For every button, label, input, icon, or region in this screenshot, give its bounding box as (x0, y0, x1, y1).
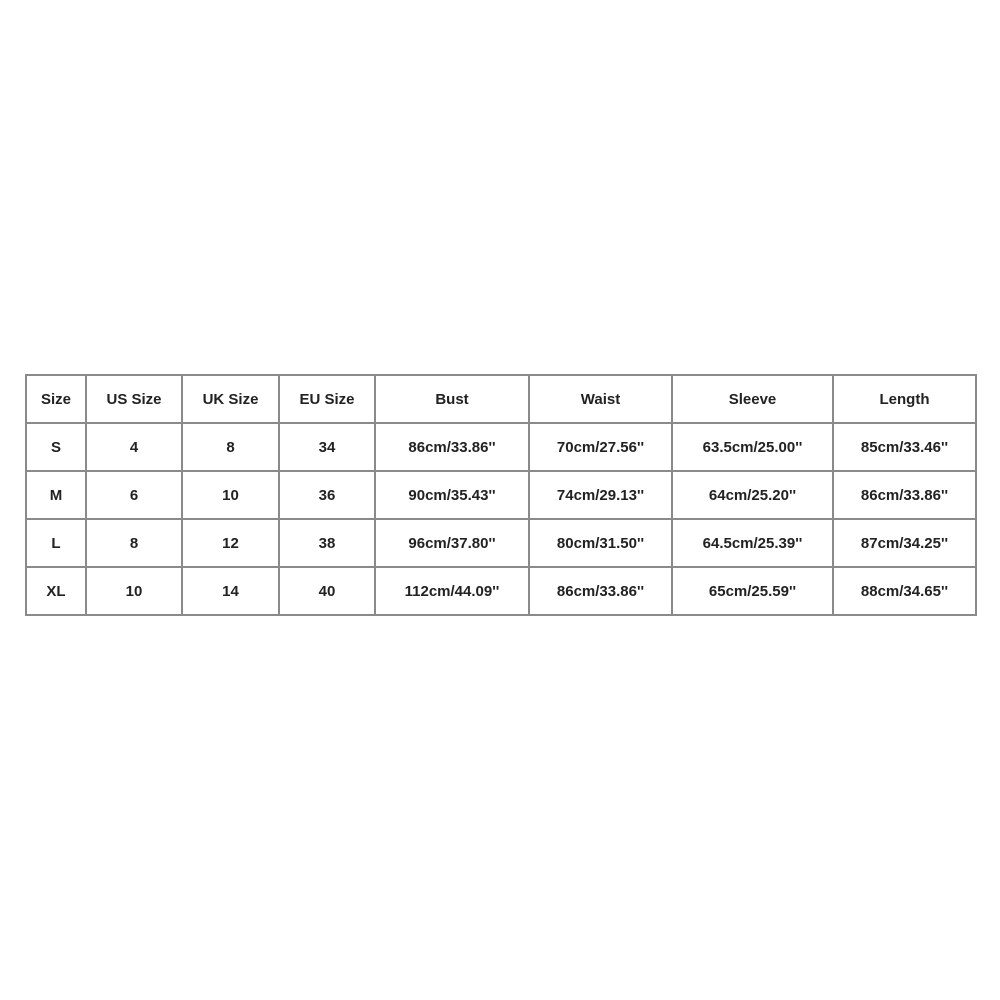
cell-waist: 70cm/27.56'' (529, 423, 672, 471)
cell-size: XL (26, 567, 86, 615)
table-row (26, 567, 976, 615)
cell-us-size: 10 (86, 567, 182, 615)
header-uk-size: UK Size (182, 375, 279, 423)
header-length: Length (833, 375, 976, 423)
header-sleeve: Sleeve (672, 375, 833, 423)
table-body (26, 423, 976, 615)
cell-size: S (26, 423, 86, 471)
cell-length: 86cm/33.86'' (833, 471, 976, 519)
cell-waist: 86cm/33.86'' (529, 567, 672, 615)
header-row (26, 375, 976, 423)
cell-us-size: 4 (86, 423, 182, 471)
table-row (26, 519, 976, 567)
cell-waist: 74cm/29.13'' (529, 471, 672, 519)
cell-eu-size: 34 (279, 423, 375, 471)
cell-uk-size: 10 (182, 471, 279, 519)
cell-bust: 90cm/35.43'' (375, 471, 529, 519)
cell-bust: 86cm/33.86'' (375, 423, 529, 471)
cell-eu-size: 38 (279, 519, 375, 567)
cell-bust: 96cm/37.80'' (375, 519, 529, 567)
cell-length: 88cm/34.65'' (833, 567, 976, 615)
header-bust: Bust (375, 375, 529, 423)
cell-us-size: 8 (86, 519, 182, 567)
cell-uk-size: 8 (182, 423, 279, 471)
cell-eu-size: 40 (279, 567, 375, 615)
table-row (26, 423, 976, 471)
cell-uk-size: 14 (182, 567, 279, 615)
header-eu-size: EU Size (279, 375, 375, 423)
cell-length: 87cm/34.25'' (833, 519, 976, 567)
cell-sleeve: 65cm/25.59'' (672, 567, 833, 615)
cell-us-size: 6 (86, 471, 182, 519)
cell-sleeve: 64.5cm/25.39'' (672, 519, 833, 567)
cell-sleeve: 64cm/25.20'' (672, 471, 833, 519)
cell-uk-size: 12 (182, 519, 279, 567)
header-size: Size (26, 375, 86, 423)
size-chart-table (25, 374, 977, 616)
cell-sleeve: 63.5cm/25.00'' (672, 423, 833, 471)
cell-waist: 80cm/31.50'' (529, 519, 672, 567)
cell-size: L (26, 519, 86, 567)
table-header (26, 375, 976, 423)
header-waist: Waist (529, 375, 672, 423)
table-row (26, 471, 976, 519)
cell-length: 85cm/33.46'' (833, 423, 976, 471)
cell-size: M (26, 471, 86, 519)
cell-eu-size: 36 (279, 471, 375, 519)
cell-bust: 112cm/44.09'' (375, 567, 529, 615)
header-us-size: US Size (86, 375, 182, 423)
